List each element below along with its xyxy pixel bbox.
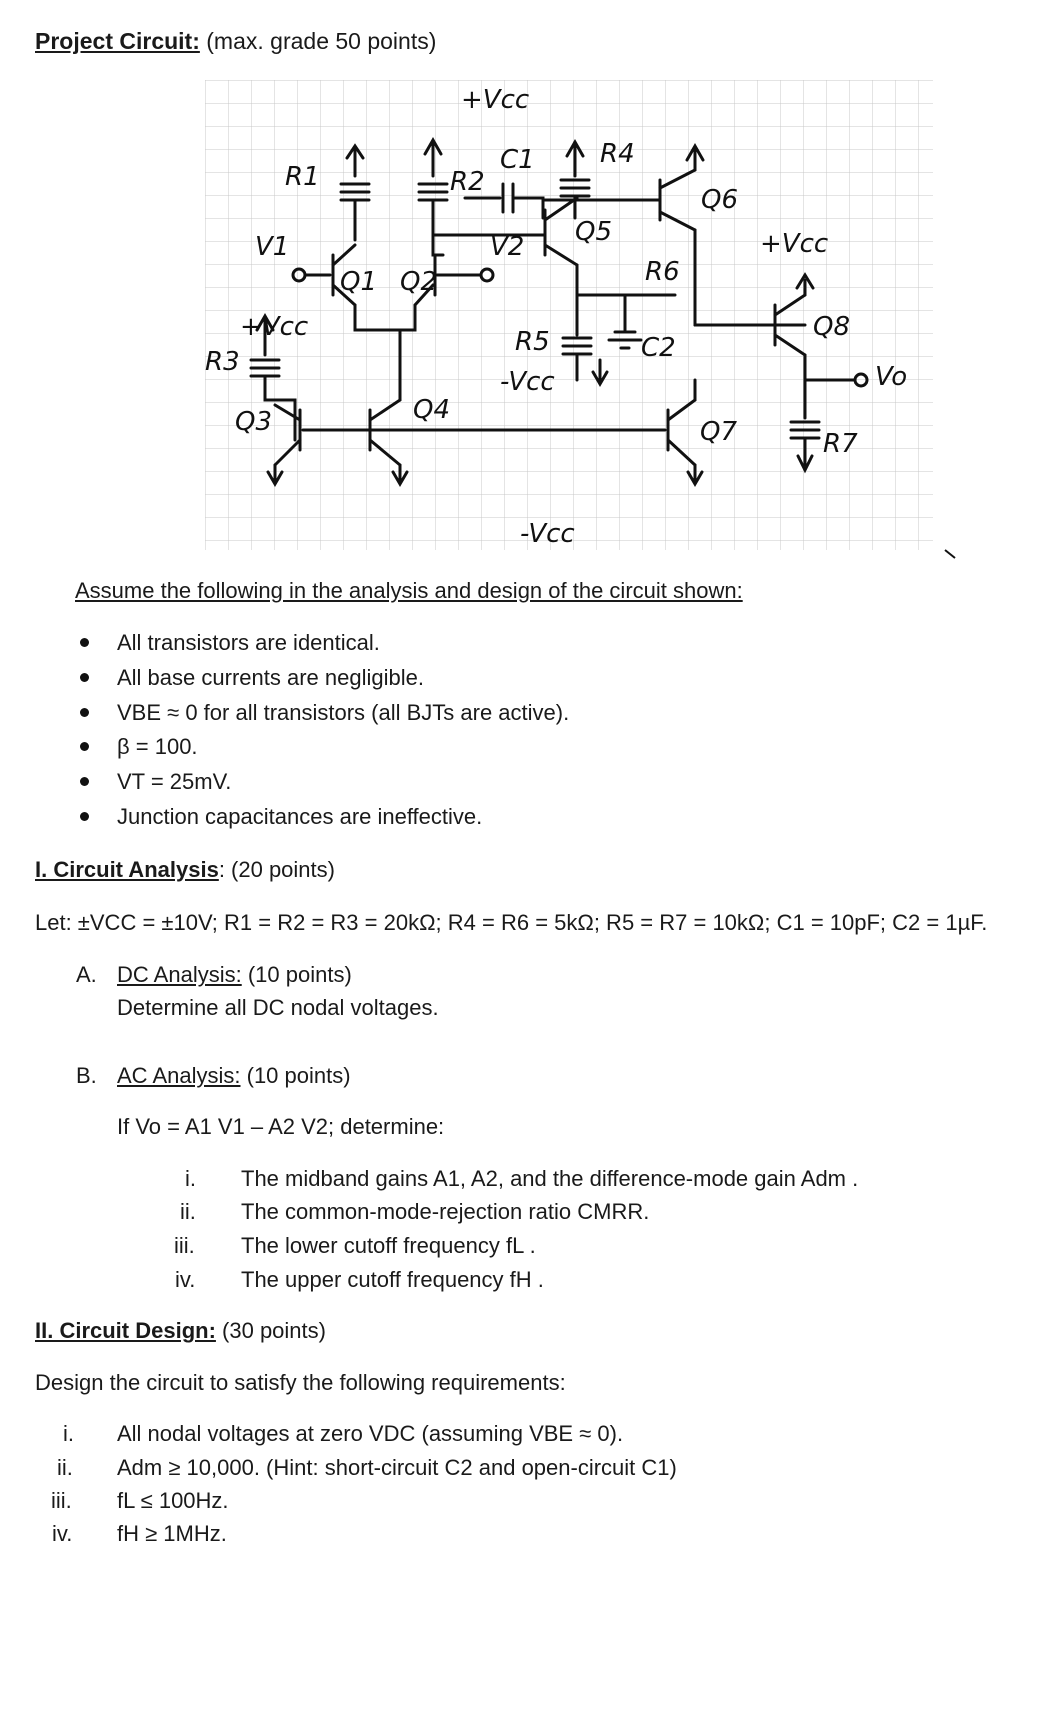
ac-item-text: The lower cutoff frequency fL . — [241, 1233, 536, 1258]
design-item-num: iv. — [52, 1521, 73, 1546]
ac-marker: B. — [76, 1063, 97, 1088]
circuit-diagram — [205, 80, 973, 570]
title-note: (max. grade 50 points) — [206, 28, 437, 54]
neg-vcc-bottom-label: -Vcc — [520, 519, 575, 549]
design-intro: Design the circuit to satisfy the following requirements: — [35, 1370, 566, 1395]
bullet — [80, 777, 89, 786]
design-item-num: i. — [63, 1421, 74, 1446]
ac-item-text: The midband gains A1, A2, and the difference-mode gain Adm . — [241, 1166, 859, 1191]
design-item-num: iii. — [51, 1488, 72, 1513]
ac-item-num: ii. — [180, 1199, 196, 1224]
c2-label: C2 — [641, 333, 676, 363]
design-item-text: fH ≥ 1MHz. — [117, 1521, 227, 1546]
vo-label: Vo — [875, 362, 908, 392]
analysis-heading — [35, 857, 335, 883]
r6-label: R6 — [645, 257, 680, 287]
dc-marker: A. — [76, 962, 97, 987]
design-item-num: ii. — [57, 1455, 73, 1480]
assumption-item: All transistors are identical. — [117, 630, 380, 655]
vcc-left-label: +Vcc — [240, 312, 309, 342]
ac-heading — [117, 1063, 351, 1089]
q7-label: Q7 — [700, 417, 738, 447]
r1-label: R1 — [285, 162, 320, 192]
q6-label: Q6 — [701, 185, 739, 215]
r4-label: R4 — [600, 139, 635, 169]
r5-label: R5 — [515, 327, 550, 357]
ac-item-num: iii. — [174, 1233, 195, 1258]
let-line: Let: ±VCC = ±10V; R1 = R2 = R3 = 20kΩ; R4 = R6 = 5kΩ; R5 = R7 = 10kΩ; C1 = 10pF; C2 = 1µF. — [35, 910, 988, 935]
v2-label: V2 — [490, 232, 525, 262]
ac-points: (10 points) — [240, 1063, 351, 1088]
dc-points: (10 points) — [241, 962, 352, 987]
ac-item-text: The upper cutoff frequency fH . — [241, 1267, 544, 1292]
r7-label: R7 — [823, 429, 858, 459]
assumption-item: VT = 25mV. — [117, 769, 232, 794]
page-title — [35, 28, 436, 55]
design-item-text: All nodal voltages at zero VDC (assuming VBE ≈ 0). — [117, 1421, 624, 1446]
dc-heading — [117, 962, 352, 988]
dc-title: DC Analysis: — [117, 962, 242, 987]
ac-if-line: If Vo = A1 V1 – A2 V2; determine: — [117, 1114, 445, 1139]
ac-item-num: i. — [185, 1166, 196, 1191]
q5-label: Q5 — [575, 217, 613, 247]
q8-label: Q8 — [813, 312, 851, 342]
q1-label: Q1 — [340, 267, 378, 297]
assumptions-heading: Assume the following in the analysis and design of the circuit shown: — [75, 578, 743, 603]
v1-label: V1 — [255, 232, 290, 262]
ac-title: AC Analysis: — [117, 1063, 241, 1088]
r2-label: R2 — [450, 167, 485, 197]
assumption-item: VBE ≈ 0 for all transistors (all BJTs are active). — [117, 700, 570, 725]
analysis-points: : (20 points) — [218, 857, 335, 882]
q3-label: Q3 — [235, 407, 273, 437]
ac-item-num: iv. — [175, 1267, 196, 1292]
design-item-text: fL ≤ 100Hz. — [117, 1488, 229, 1513]
assumption-item: All base currents are negligible. — [117, 665, 424, 690]
bullet — [80, 638, 89, 647]
neg-vcc-mid-label: -Vcc — [500, 367, 555, 397]
bullet — [80, 673, 89, 682]
ac-item-text: The common-mode-rejection ratio CMRR. — [241, 1199, 650, 1224]
c1-label: C1 — [500, 145, 535, 175]
design-points: (30 points) — [215, 1318, 326, 1343]
bullet — [80, 708, 89, 717]
design-heading — [35, 1318, 326, 1344]
analysis-title: I. Circuit Analysis — [35, 857, 219, 882]
assumption-item: Junction capacitances are ineffective. — [117, 804, 483, 829]
design-title: II. Circuit Design: — [35, 1318, 216, 1343]
dc-task: Determine all DC nodal voltages. — [117, 995, 439, 1020]
stray-mark — [945, 550, 955, 558]
q2-label: Q2 — [400, 267, 438, 297]
vcc-right-label: +Vcc — [760, 229, 829, 259]
bullet — [80, 742, 89, 751]
title-label: Project Circuit: — [35, 28, 200, 54]
r3-label: R3 — [205, 347, 240, 377]
design-item-text: Adm ≥ 10,000. (Hint: short-circuit C2 and open-circuit C1) — [117, 1455, 677, 1480]
assumption-item: β = 100. — [117, 734, 198, 759]
bullet — [80, 812, 89, 821]
vcc-top-label: +Vcc — [461, 85, 530, 115]
q4-label: Q4 — [413, 395, 451, 425]
